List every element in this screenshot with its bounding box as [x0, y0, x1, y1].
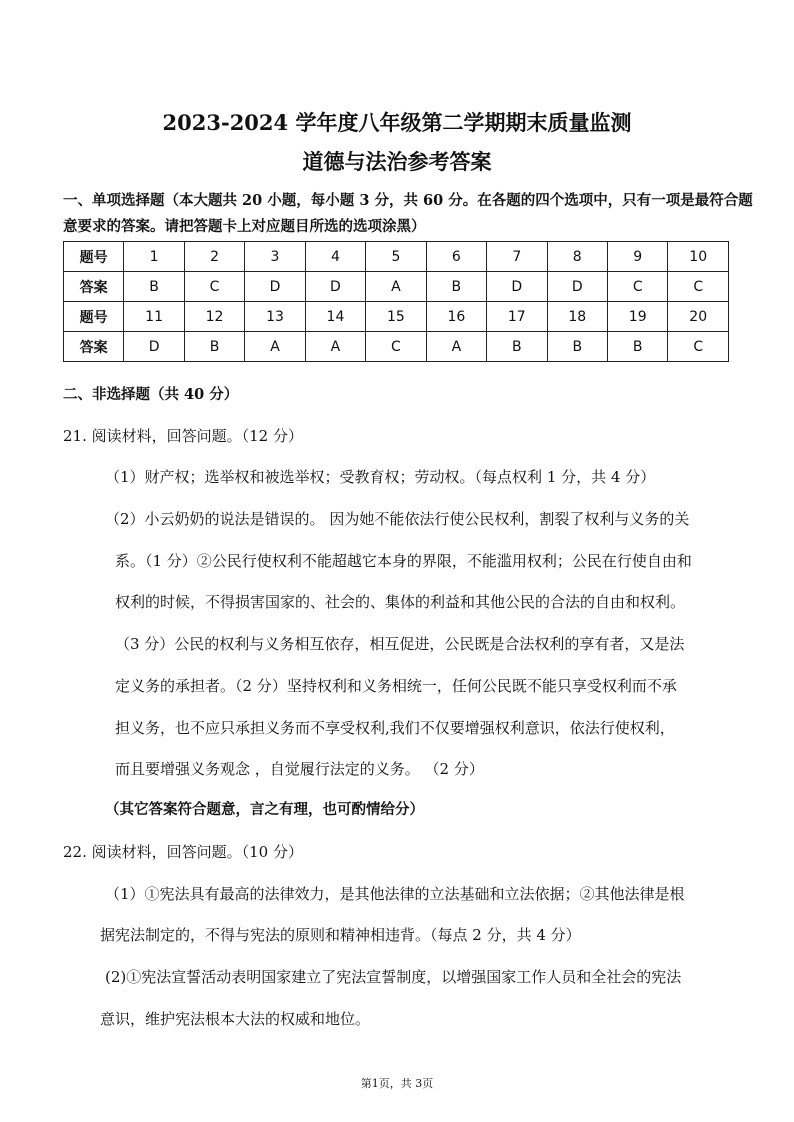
table-cell: B: [487, 332, 547, 362]
table-cell: C: [668, 272, 729, 302]
table-row-header: 答案: [64, 272, 124, 302]
q21-part2-line4: （3 分）公民的权利与义务相互依存，相互促进，公民既是合法权利的享有者，又是法: [115, 635, 685, 653]
table-cell: 10: [668, 242, 729, 272]
table-cell: B: [184, 332, 244, 362]
table-cell: 17: [487, 302, 547, 332]
table-cell: B: [124, 272, 184, 302]
table-cell: 20: [668, 302, 729, 332]
table-cell: A: [426, 332, 486, 362]
document-subtitle: 道德与法治参考答案: [302, 149, 492, 174]
table-cell: D: [245, 272, 305, 302]
table-cell: 6: [426, 242, 486, 272]
table-cell: 13: [245, 302, 305, 332]
table-cell: D: [305, 272, 365, 302]
q22-part1-line2: 据宪法制定的，不得与宪法的原则和精神相违背。（每点 2 分，共 4 分）: [100, 926, 581, 944]
q22-part1-line1: （1）①宪法具有最高的法律效力，是其他法律的立法基础和立法依据；②其他法律是根: [105, 885, 685, 903]
table-cell: D: [487, 272, 547, 302]
q21-part2-line5: 定义务的承担者。（2 分）坚持权利和义务相统一，任何公民既不能只享受权利而不承: [115, 677, 677, 695]
table-row-header: 题号: [64, 302, 124, 332]
q21-part1: （1）财产权；选举权和被选举权；受教育权；劳动权。（每点权利 1 分，共 4 分）: [105, 468, 656, 486]
table-cell: D: [547, 272, 607, 302]
table-row: [64, 242, 729, 272]
table-row: [64, 302, 729, 332]
q21-part2-line1: （2）小云奶奶的说法是错误的。 因为她不能依法行使公民权利，割裂了权利与义务的关: [105, 510, 690, 528]
q21-part2-line6: 担义务，也不应只承担义务而不享受权利,我们不仅要增强权利意识，依法行使权利，: [115, 719, 675, 737]
table-cell: 8: [547, 242, 607, 272]
table-cell: B: [426, 272, 486, 302]
table-cell: A: [366, 272, 426, 302]
table-cell: 14: [305, 302, 365, 332]
page-footer: 第1页，共 3页: [360, 1077, 434, 1090]
table-cell: D: [124, 332, 184, 362]
q21-title: 21. 阅读材料，回答问题。（12 分）: [63, 427, 303, 445]
table-cell: 19: [607, 302, 667, 332]
table-row-header: 答案: [64, 332, 124, 362]
table-cell: 2: [184, 242, 244, 272]
table-cell: C: [366, 332, 426, 362]
table-row: [64, 332, 729, 362]
table-cell: 7: [487, 242, 547, 272]
table-cell: 9: [607, 242, 667, 272]
table-cell: B: [607, 332, 667, 362]
table-row: [64, 272, 729, 302]
table-cell: C: [184, 272, 244, 302]
table-row-header: 题号: [64, 242, 124, 272]
table-cell: 5: [366, 242, 426, 272]
q21-note: （其它答案符合题意，言之有理，也可酌情给分）: [105, 801, 424, 818]
q22-title: 22. 阅读材料，回答问题。（10 分）: [63, 843, 303, 861]
table-cell: A: [305, 332, 365, 362]
table-cell: 4: [305, 242, 365, 272]
table-cell: C: [668, 332, 729, 362]
q21-part2-line3: 权利的时候，不得损害国家的、社会的、集体的利益和其他公民的合法的自由和权利。: [115, 593, 686, 611]
table-cell: 15: [366, 302, 426, 332]
table-cell: 11: [124, 302, 184, 332]
table-cell: C: [607, 272, 667, 302]
q21-part2-line2: 系。（1 分）②公民行使权利不能超越它本身的界限，不能滥用权利；公民在行使自由和: [115, 552, 692, 570]
document-title: 2023-2024 学年度八年级第二学期期末质量监测: [162, 110, 632, 135]
table-cell: B: [547, 332, 607, 362]
q22-part2-line1: (2)①宪法宣誓活动表明国家建立了宪法宣誓制度，以增强国家工作人员和全社会的宪法: [105, 968, 682, 986]
table-cell: 1: [124, 242, 184, 272]
q21-part2-line7: 而且要增强义务观念 ，自觉履行法定的义务。 （2 分）: [115, 760, 484, 778]
table-cell: 18: [547, 302, 607, 332]
table-cell: 3: [245, 242, 305, 272]
section1-heading-line1: 一、单项选择题（本大题共 20 小题，每小题 3 分，共 60 分。在各题的四个选项中，只有一项是最符合题: [63, 192, 753, 209]
section1-heading-line2: 意要求的答案。请把答题卡上对应题目所选的选项涂黑）: [63, 218, 426, 235]
section2-heading: 二、非选择题（共 40 分）: [63, 386, 239, 403]
table-cell: 12: [184, 302, 244, 332]
answer-table: [63, 241, 729, 362]
q22-part2-line2: 意识，维护宪法根本大法的权威和地位。: [100, 1010, 371, 1028]
table-cell: 16: [426, 302, 486, 332]
table-cell: A: [245, 332, 305, 362]
